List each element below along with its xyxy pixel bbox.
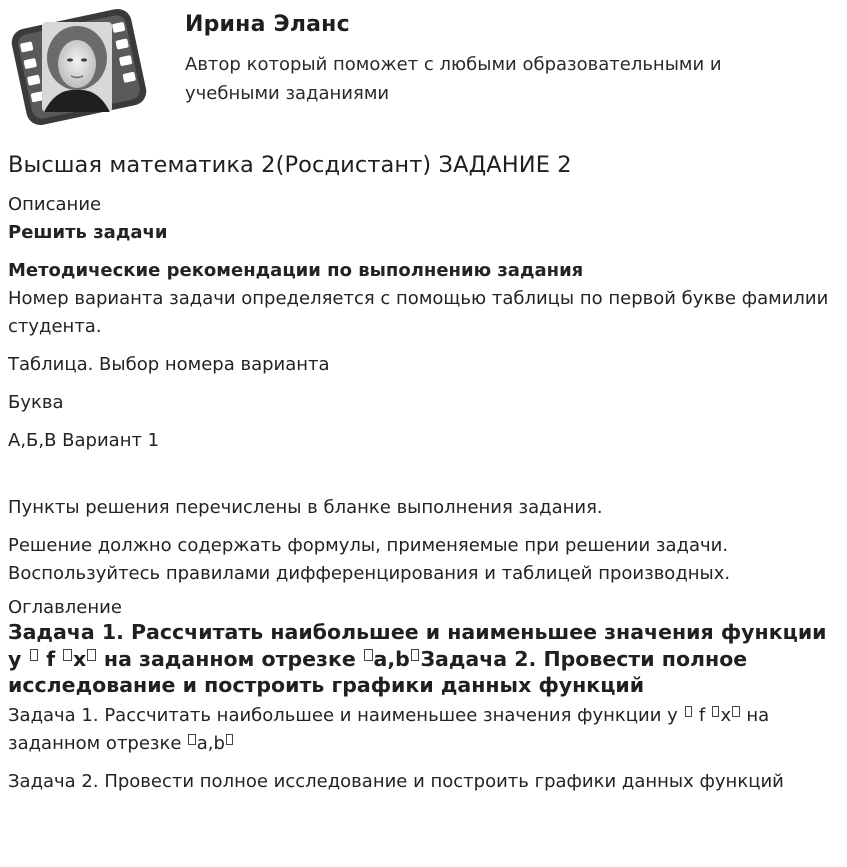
toc-label: Оглавление [8,597,122,618]
missing-glyph-icon [30,649,39,661]
table-row: А,Б,В Вариант 1 [8,430,160,451]
methods-heading: Методические рекомендации по выполнению задания [8,260,584,281]
toc-heading[interactable] [8,619,838,699]
task1-part3: x [720,704,732,726]
missing-glyph-icon [226,734,234,745]
toc-heading-part6: Задача 2. Провести полное исследование и построить графики данных функций [8,646,748,697]
missing-glyph-icon [63,649,72,661]
task1-part2: f [698,704,706,726]
toc-heading-part2: f [46,646,56,671]
missing-glyph-icon [732,706,740,717]
portrait-photo-icon[interactable] [8,8,150,126]
task1-part1: Задача 1. Рассчитать наибольшее и наименьшее значения функции y [8,704,678,726]
missing-glyph-icon [411,649,420,661]
missing-glyph-icon [712,706,720,717]
missing-glyph-icon [364,649,373,661]
spacer [8,455,838,494]
toc-heading-part4: на заданном отрезке [103,646,356,671]
points-paragraph: Пункты решения перечислены в бланке выполнения задания. [8,497,603,518]
formulas-paragraph: Решение должно содержать формулы, применяемые при решении задачи. Воспользуйтесь правилами дифференцирования и таблицей производных. [8,535,731,584]
page-title: Высшая математика 2(Росдистант) ЗАДАНИЕ 2 [8,152,572,178]
task1-part4: на заданном отрезке [8,704,770,754]
author-block [0,0,847,135]
table-column-header: Буква [8,392,64,413]
toc-heading-part1: Задача 1. Рассчитать наибольшее и наименьшее значения функции y [8,620,827,671]
variant-paragraph: Номер варианта задачи определяется с помощью таблицы по первой букве фамилии студента. [8,288,829,337]
table-caption: Таблица. Выбор номера варианта [8,354,330,375]
toc-heading-part5: a,b [373,646,410,671]
task2-text: Задача 2. Провести полное исследование и построить графики данных функций [8,770,784,792]
document-body [8,148,838,796]
task1-text [8,702,838,758]
task-heading: Решить задачи [8,222,168,243]
author-description: Автор который поможет с любыми образовательными и учебными заданиями [185,54,722,104]
missing-glyph-icon [685,706,693,717]
task1-part5: a,b [196,732,225,754]
missing-glyph-icon [188,734,196,745]
missing-glyph-icon [87,649,96,661]
description-label: Описание [8,194,102,215]
toc-heading-part3: x [72,646,87,671]
author-name[interactable]: Ирина Эланс [185,12,350,37]
